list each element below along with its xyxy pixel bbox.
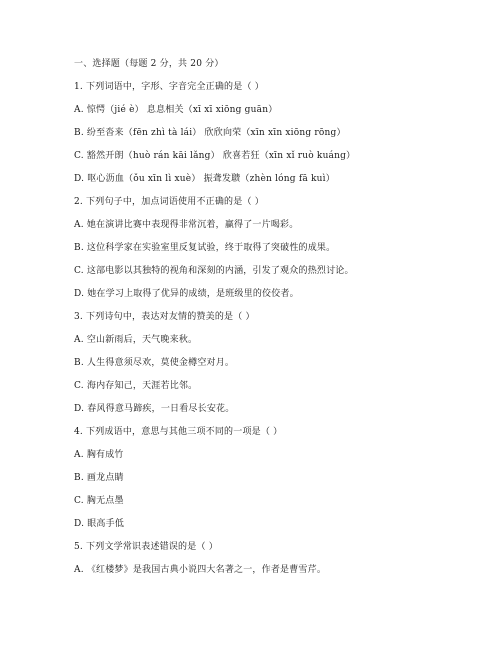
question-4-option-d: D. 眼高手低 (74, 519, 125, 529)
question-4-option-a: A. 胸有成竹 (74, 450, 124, 460)
question-1-option-b: B. 纷至沓来（fēn zhì tà lái） 欣欣向荣（xīn xīn xiōng rōng） (74, 128, 346, 138)
question-2-option-c: C. 这部电影以其独特的视角和深刻的内涵，引发了观众的热烈讨论。 (74, 266, 354, 276)
question-3-option-d: D. 春风得意马蹄疾，一日看尽长安花。 (74, 404, 235, 414)
question-1-option-a: A. 惊愕（jié è） 息息相关（xī xī xiōng guān） (74, 105, 278, 115)
question-3-stem: 3. 下列诗句中，表达对友情的赞美的是（ ） (74, 312, 255, 322)
question-1-stem: 1. 下列词语中，字形、字音完全正确的是（ ） (74, 82, 264, 92)
question-3-option-c: C. 海内存知己，天涯若比邻。 (74, 381, 198, 391)
question-1-option-c: C. 豁然开朗（huò rán kāi lǎng） 欣喜若狂（xīn xǐ ruò kuáng） (74, 151, 356, 161)
question-3-option-a: A. 空山新雨后，天气晚来秋。 (74, 335, 198, 345)
question-1-option-d: D. 呕心沥血（ǒu xīn lì xuè） 振聋发聩（zhèn lóng fā kuì） (74, 174, 335, 184)
question-3-option-b: B. 人生得意须尽欢，莫使金樽空对月。 (74, 358, 235, 368)
question-5-option-a: A. 《红楼梦》是我国古典小说四大名著之一，作者是曹雪芹。 (74, 565, 327, 575)
question-4-stem: 4. 下列成语中，意思与其他三项不同的一项是（ ） (74, 427, 283, 437)
question-4-option-b: B. 画龙点睛 (74, 473, 124, 483)
question-2-option-b: B. 这位科学家在实验室里反复试验，终于取得了突破性的成果。 (74, 243, 336, 253)
question-2-option-a: A. 她在演讲比赛中表现得非常沉着，赢得了一片喝彩。 (74, 220, 299, 230)
section-title: 一、选择题（每题 2 分，共 20 分） (74, 59, 224, 69)
question-2-option-d: D. 她在学习上取得了优异的成绩，是班级里的佼佼者。 (74, 289, 299, 299)
question-5-stem: 5. 下列文学常识表述错误的是（ ） (74, 542, 218, 552)
question-4-option-c: C. 胸无点墨 (74, 496, 124, 506)
question-2-stem: 2. 下列句子中，加点词语使用不正确的是（ ） (74, 197, 264, 207)
